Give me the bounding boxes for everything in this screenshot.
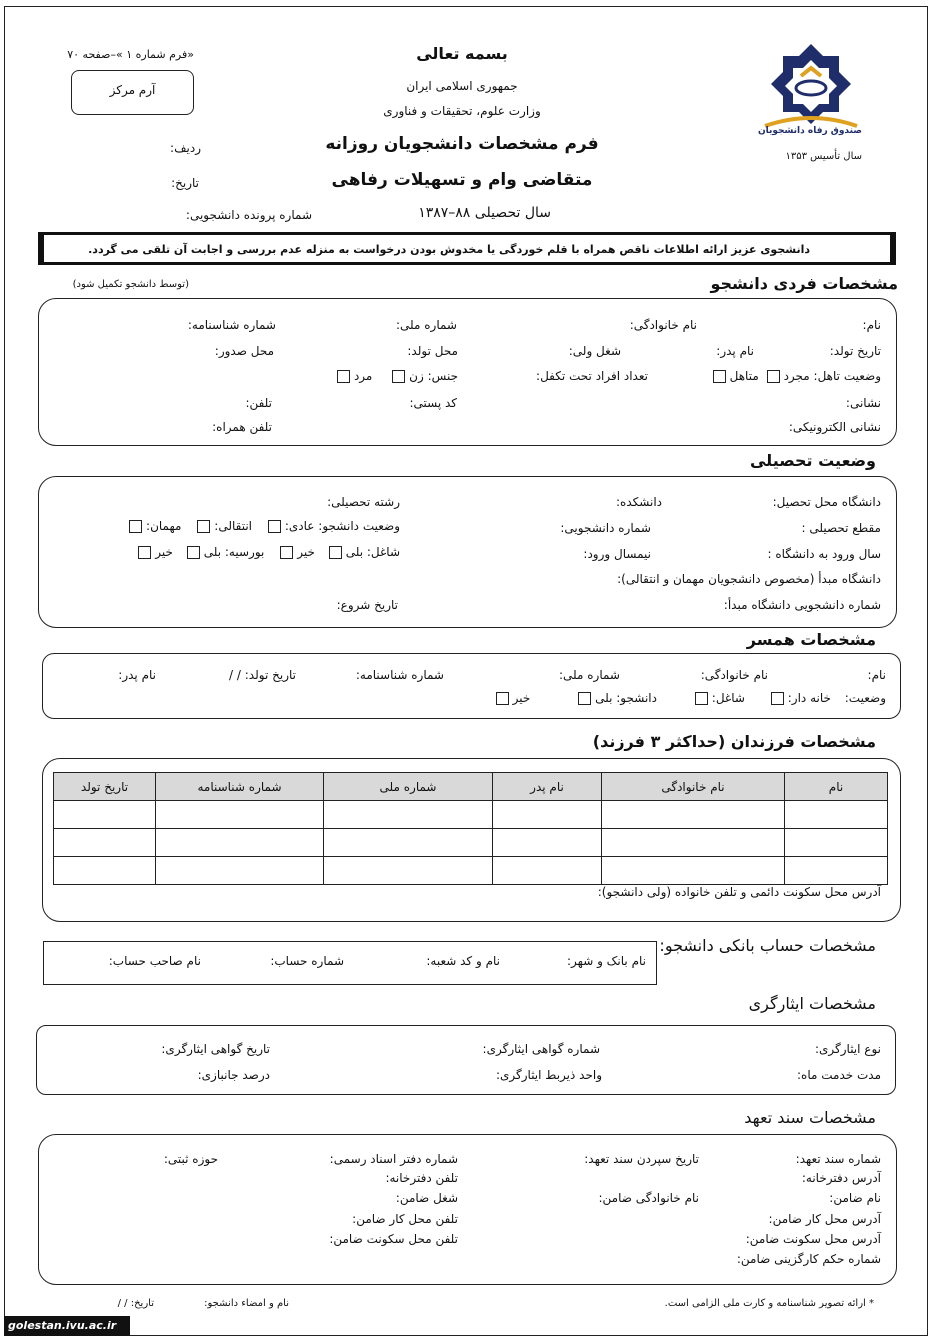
table-row bbox=[54, 857, 888, 885]
married-checkbox[interactable] bbox=[713, 370, 726, 383]
disability-percent-label: درصد جانبازی: bbox=[197, 1068, 270, 1082]
children-section-title: مشخصات فرزندان (حداکثر ۳ فرزند) bbox=[592, 732, 876, 751]
education-section-title: وضعیت تحصیلی bbox=[749, 451, 876, 470]
form-title-2: متقاضی وام و تسهیلات رفاهی bbox=[331, 170, 593, 190]
form-title-1: فرم مشخصات دانشجویان روزانه bbox=[325, 134, 599, 154]
notary-office-no-label: شماره دفتر اسناد رسمی: bbox=[329, 1152, 458, 1166]
employed-label: شاغل: bbox=[366, 545, 400, 559]
handover-date-label: تاریخ سپردن سند تعهد: bbox=[584, 1152, 699, 1166]
start-date-label: تاریخ شروع: bbox=[336, 598, 398, 612]
table-cell[interactable] bbox=[602, 801, 785, 829]
signature-label: نام و امضاء دانشجو: bbox=[204, 1298, 289, 1309]
transfer-label: انتقالی: bbox=[214, 519, 253, 533]
married-label: متاهل bbox=[729, 369, 759, 383]
marital-label: وضعیت تاهل: bbox=[813, 369, 881, 383]
university-label: دانشگاه محل تحصیل: bbox=[772, 495, 881, 509]
family-address-label: آدرس محل سکونت دائمی و تلفن خانواده (ولی دانشجو): bbox=[597, 885, 881, 899]
origin-university-label: دانشگاه مبدأ (مخصوص دانشجویان مهمان و انتقالی): bbox=[617, 572, 881, 586]
row-label: ردیف: bbox=[170, 141, 201, 155]
republic-line: جمهوری اسلامی ایران bbox=[406, 79, 518, 93]
footer-date-slashes: / / bbox=[117, 1298, 128, 1309]
table-cell[interactable] bbox=[324, 857, 493, 885]
column-header: نام پدر bbox=[493, 773, 602, 801]
phone-label: تلفن: bbox=[245, 396, 272, 410]
student-status-label: وضعیت دانشجو: bbox=[318, 519, 400, 533]
personal-issue-place-label: محل صدور: bbox=[214, 344, 274, 358]
personal-national-id-label: شماره ملی: bbox=[396, 318, 457, 332]
guarantor-name-label: نام ضامن: bbox=[829, 1191, 881, 1205]
female-label: زن bbox=[409, 369, 424, 383]
male-label: مرد bbox=[353, 369, 373, 383]
column-header: نام bbox=[785, 773, 888, 801]
sacrifice-cert-date-label: تاریخ گواهی ایثارگری: bbox=[161, 1042, 270, 1056]
table-cell[interactable] bbox=[602, 857, 785, 885]
ministry-line: وزارت علوم، تحقیقات و فناوری bbox=[383, 104, 541, 118]
table-cell[interactable] bbox=[324, 829, 493, 857]
personal-note: (توسط دانشجو تکمیل شود) bbox=[72, 279, 189, 290]
column-header: تاریخ تولد bbox=[54, 773, 156, 801]
column-header: شماره ملی bbox=[324, 773, 493, 801]
spouse-name-label: نام: bbox=[867, 668, 886, 682]
personal-name-label: نام: bbox=[862, 318, 881, 332]
guest-label: مهمان: bbox=[146, 519, 182, 533]
single-label: مجرد bbox=[783, 369, 810, 383]
guarantor-job-label: شغل ضامن: bbox=[395, 1191, 458, 1205]
email-label: نشانی الکترونیکی: bbox=[788, 420, 881, 434]
children-table-header bbox=[54, 773, 888, 801]
bank-section-title: مشخصات حساب بانکی دانشجو: bbox=[659, 936, 876, 955]
spouse-section-title: مشخصات همسر bbox=[746, 630, 876, 649]
postal-code-label: کد پستی: bbox=[409, 396, 457, 410]
origin-student-number-label: شماره دانشجویی دانشگاه مبدأ: bbox=[723, 598, 881, 612]
gender-label: جنس: bbox=[427, 369, 458, 383]
regular-label: عادی: bbox=[284, 519, 315, 533]
student-welfare-fund-logo bbox=[757, 40, 865, 138]
entry-term-label: نیمسال ورود: bbox=[583, 547, 651, 561]
office-address-label: آدرس دفترخانه: bbox=[801, 1171, 881, 1185]
sacrifice-unit-label: واحد ذیربط ایثارگری: bbox=[495, 1068, 602, 1082]
table-cell[interactable] bbox=[785, 857, 888, 885]
notice-text: دانشجوی عزیز ارائه اطلاعات ناقص همراه با قلم خوردگی یا مخدوش بودن درخواست به منزله عدم بررسی و اجابت آن تلقی می گردد. bbox=[88, 243, 810, 256]
account-holder-label: نام صاحب حساب: bbox=[108, 954, 201, 968]
notice-bar bbox=[38, 232, 896, 265]
spouse-status-row bbox=[492, 691, 886, 705]
spouse-id-number-label: شماره شناسنامه: bbox=[355, 668, 444, 682]
guest-checkbox[interactable] bbox=[129, 520, 142, 533]
table-cell[interactable] bbox=[493, 829, 602, 857]
table-row bbox=[54, 829, 888, 857]
scholarship-yes-checkbox[interactable] bbox=[187, 546, 200, 559]
table-cell[interactable] bbox=[324, 801, 493, 829]
dependents-label: تعداد افراد تحت تکفل: bbox=[536, 369, 648, 383]
spouse-father-label: نام پدر: bbox=[118, 668, 156, 682]
stamp-label: آرم مرکز bbox=[109, 83, 156, 97]
bank-city-label: نام بانک و شهر: bbox=[567, 954, 646, 968]
single-checkbox[interactable] bbox=[767, 370, 780, 383]
table-cell[interactable] bbox=[54, 801, 156, 829]
scholarship-yes-label: بلی bbox=[203, 545, 222, 559]
personal-guardian-job-label: شغل ولی: bbox=[568, 344, 621, 358]
date-label: تاریخ: bbox=[171, 176, 199, 190]
spouse-national-id-label: شماره ملی: bbox=[559, 668, 620, 682]
footer-date-row bbox=[118, 1298, 154, 1309]
sacrifice-cert-no-label: شماره گواهی ایثارگری: bbox=[482, 1042, 600, 1056]
personal-id-number-label: شماره شناسنامه: bbox=[187, 318, 276, 332]
table-cell[interactable] bbox=[156, 829, 324, 857]
address-label: نشانی: bbox=[845, 396, 881, 410]
registry-zone-label: حوزه ثبتی: bbox=[163, 1152, 218, 1166]
table-cell[interactable] bbox=[54, 829, 156, 857]
footer-date-label: تاریخ: bbox=[130, 1298, 154, 1309]
major-label: رشته تحصیلی: bbox=[327, 495, 400, 509]
table-cell[interactable] bbox=[156, 857, 324, 885]
regular-checkbox[interactable] bbox=[268, 520, 281, 533]
table-cell[interactable] bbox=[602, 829, 785, 857]
logo-name: صندوق رفاه دانشجویان bbox=[757, 126, 862, 136]
form-reference: «فرم شماره ۱ »–صفحه ۷۰ bbox=[67, 48, 194, 61]
employed-no-checkbox[interactable] bbox=[280, 546, 293, 559]
spouse-student-yes-checkbox[interactable] bbox=[578, 692, 591, 705]
watermark: golestan.ivu.ac.ir bbox=[4, 1316, 130, 1336]
table-cell[interactable] bbox=[493, 857, 602, 885]
spouse-family-label: نام خانوادگی: bbox=[700, 668, 768, 682]
spouse-employed-checkbox[interactable] bbox=[695, 692, 708, 705]
male-checkbox[interactable] bbox=[337, 370, 350, 383]
personal-section-title: مشخصات فردی دانشجو bbox=[710, 274, 898, 293]
spouse-birth-date-label: تاریخ تولد: bbox=[244, 668, 296, 682]
transfer-checkbox[interactable] bbox=[197, 520, 210, 533]
spouse-student-label: دانشجو: بلی bbox=[595, 691, 657, 705]
level-label: مقطع تحصیلی : bbox=[801, 521, 881, 535]
branch-label: نام و کد شعبه: bbox=[426, 954, 500, 968]
table-cell[interactable] bbox=[54, 857, 156, 885]
mobile-label: تلفن همراه: bbox=[212, 420, 272, 434]
scholarship-no-label: خیر bbox=[155, 545, 173, 559]
basmala: بسمه تعالی bbox=[416, 44, 508, 63]
office-phone-label: تلفن دفترخانه: bbox=[385, 1171, 458, 1185]
logo-emblem-icon bbox=[757, 40, 865, 138]
table-cell[interactable] bbox=[156, 801, 324, 829]
housewife-label: خانه دار: bbox=[787, 691, 831, 705]
personal-birth-place-label: محل تولد: bbox=[407, 344, 458, 358]
faculty-label: دانشکده: bbox=[616, 495, 662, 509]
personal-father-label: نام پدر: bbox=[716, 344, 754, 358]
guarantor-employment-no-label: شماره حکم کارگزینی ضامن: bbox=[736, 1252, 881, 1266]
spouse-student-no-label: خیر bbox=[512, 691, 531, 705]
commitment-section-title: مشخصات سند تعهد bbox=[744, 1108, 876, 1127]
spouse-birth-date-row bbox=[229, 668, 296, 682]
table-cell[interactable] bbox=[785, 829, 888, 857]
personal-family-label: نام خانوادگی: bbox=[629, 318, 697, 332]
commitment-doc-no-label: شماره سند تعهد: bbox=[795, 1152, 881, 1166]
column-header: نام خانوادگی bbox=[602, 773, 785, 801]
account-number-label: شماره حساب: bbox=[270, 954, 344, 968]
academic-year: سال تحصیلی ۸۸–۱۳۸۷ bbox=[418, 205, 551, 221]
student-number-label: شماره دانشجویی: bbox=[560, 521, 651, 535]
gender-row bbox=[333, 369, 458, 383]
sacrifice-type-label: نوع ایثارگری: bbox=[814, 1042, 881, 1056]
scholarship-no-checkbox[interactable] bbox=[138, 546, 151, 559]
employed-yes-checkbox[interactable] bbox=[329, 546, 342, 559]
spouse-status-label: وضعیت: bbox=[844, 691, 886, 705]
sacrifice-section-title: مشخصات ایثارگری bbox=[748, 994, 876, 1013]
table-row bbox=[54, 801, 888, 829]
employed-yes-label: بلی bbox=[345, 545, 364, 559]
entry-year-label: سال ورود به دانشگاه : bbox=[767, 547, 881, 561]
children-table bbox=[53, 772, 888, 885]
employed-scholarship-row bbox=[134, 545, 400, 559]
sacrifice-box bbox=[36, 1025, 896, 1095]
guarantor-family-label: نام خانوادگی ضامن: bbox=[598, 1191, 699, 1205]
guarantor-home-address-label: آدرس محل سکونت ضامن: bbox=[745, 1232, 881, 1246]
housewife-checkbox[interactable] bbox=[771, 692, 784, 705]
column-header: شماره شناسنامه bbox=[156, 773, 324, 801]
table-cell[interactable] bbox=[785, 801, 888, 829]
guarantor-work-address-label: آدرس محل کار ضامن: bbox=[768, 1212, 881, 1226]
guarantor-work-phone-label: تلفن محل کار ضامن: bbox=[352, 1212, 458, 1226]
employed-no-label: خیر bbox=[297, 545, 315, 559]
spouse-birth-date-slashes: / / bbox=[229, 668, 241, 682]
female-checkbox[interactable] bbox=[392, 370, 405, 383]
logo-year: سال تأسیس ۱۳۵۳ bbox=[785, 151, 862, 162]
guarantor-home-phone-label: تلفن محل سکونت ضامن: bbox=[329, 1232, 458, 1246]
marital-status-row bbox=[709, 369, 881, 383]
scholarship-label: بورسیه: bbox=[224, 545, 265, 559]
file-number-label: شماره پرونده دانشجویی: bbox=[185, 208, 312, 222]
personal-birth-date-label: تاریخ تولد: bbox=[829, 344, 881, 358]
student-status-row bbox=[125, 519, 400, 533]
spouse-box bbox=[42, 653, 901, 719]
table-cell[interactable] bbox=[493, 801, 602, 829]
service-months-label: مدت خدمت ماه: bbox=[797, 1068, 881, 1082]
spouse-employed-label: شاغل: bbox=[711, 691, 745, 705]
spouse-student-no-checkbox[interactable] bbox=[496, 692, 509, 705]
footer-note: * ارائه تصویر شناسنامه و کارت ملی الزامی است. bbox=[664, 1298, 874, 1309]
